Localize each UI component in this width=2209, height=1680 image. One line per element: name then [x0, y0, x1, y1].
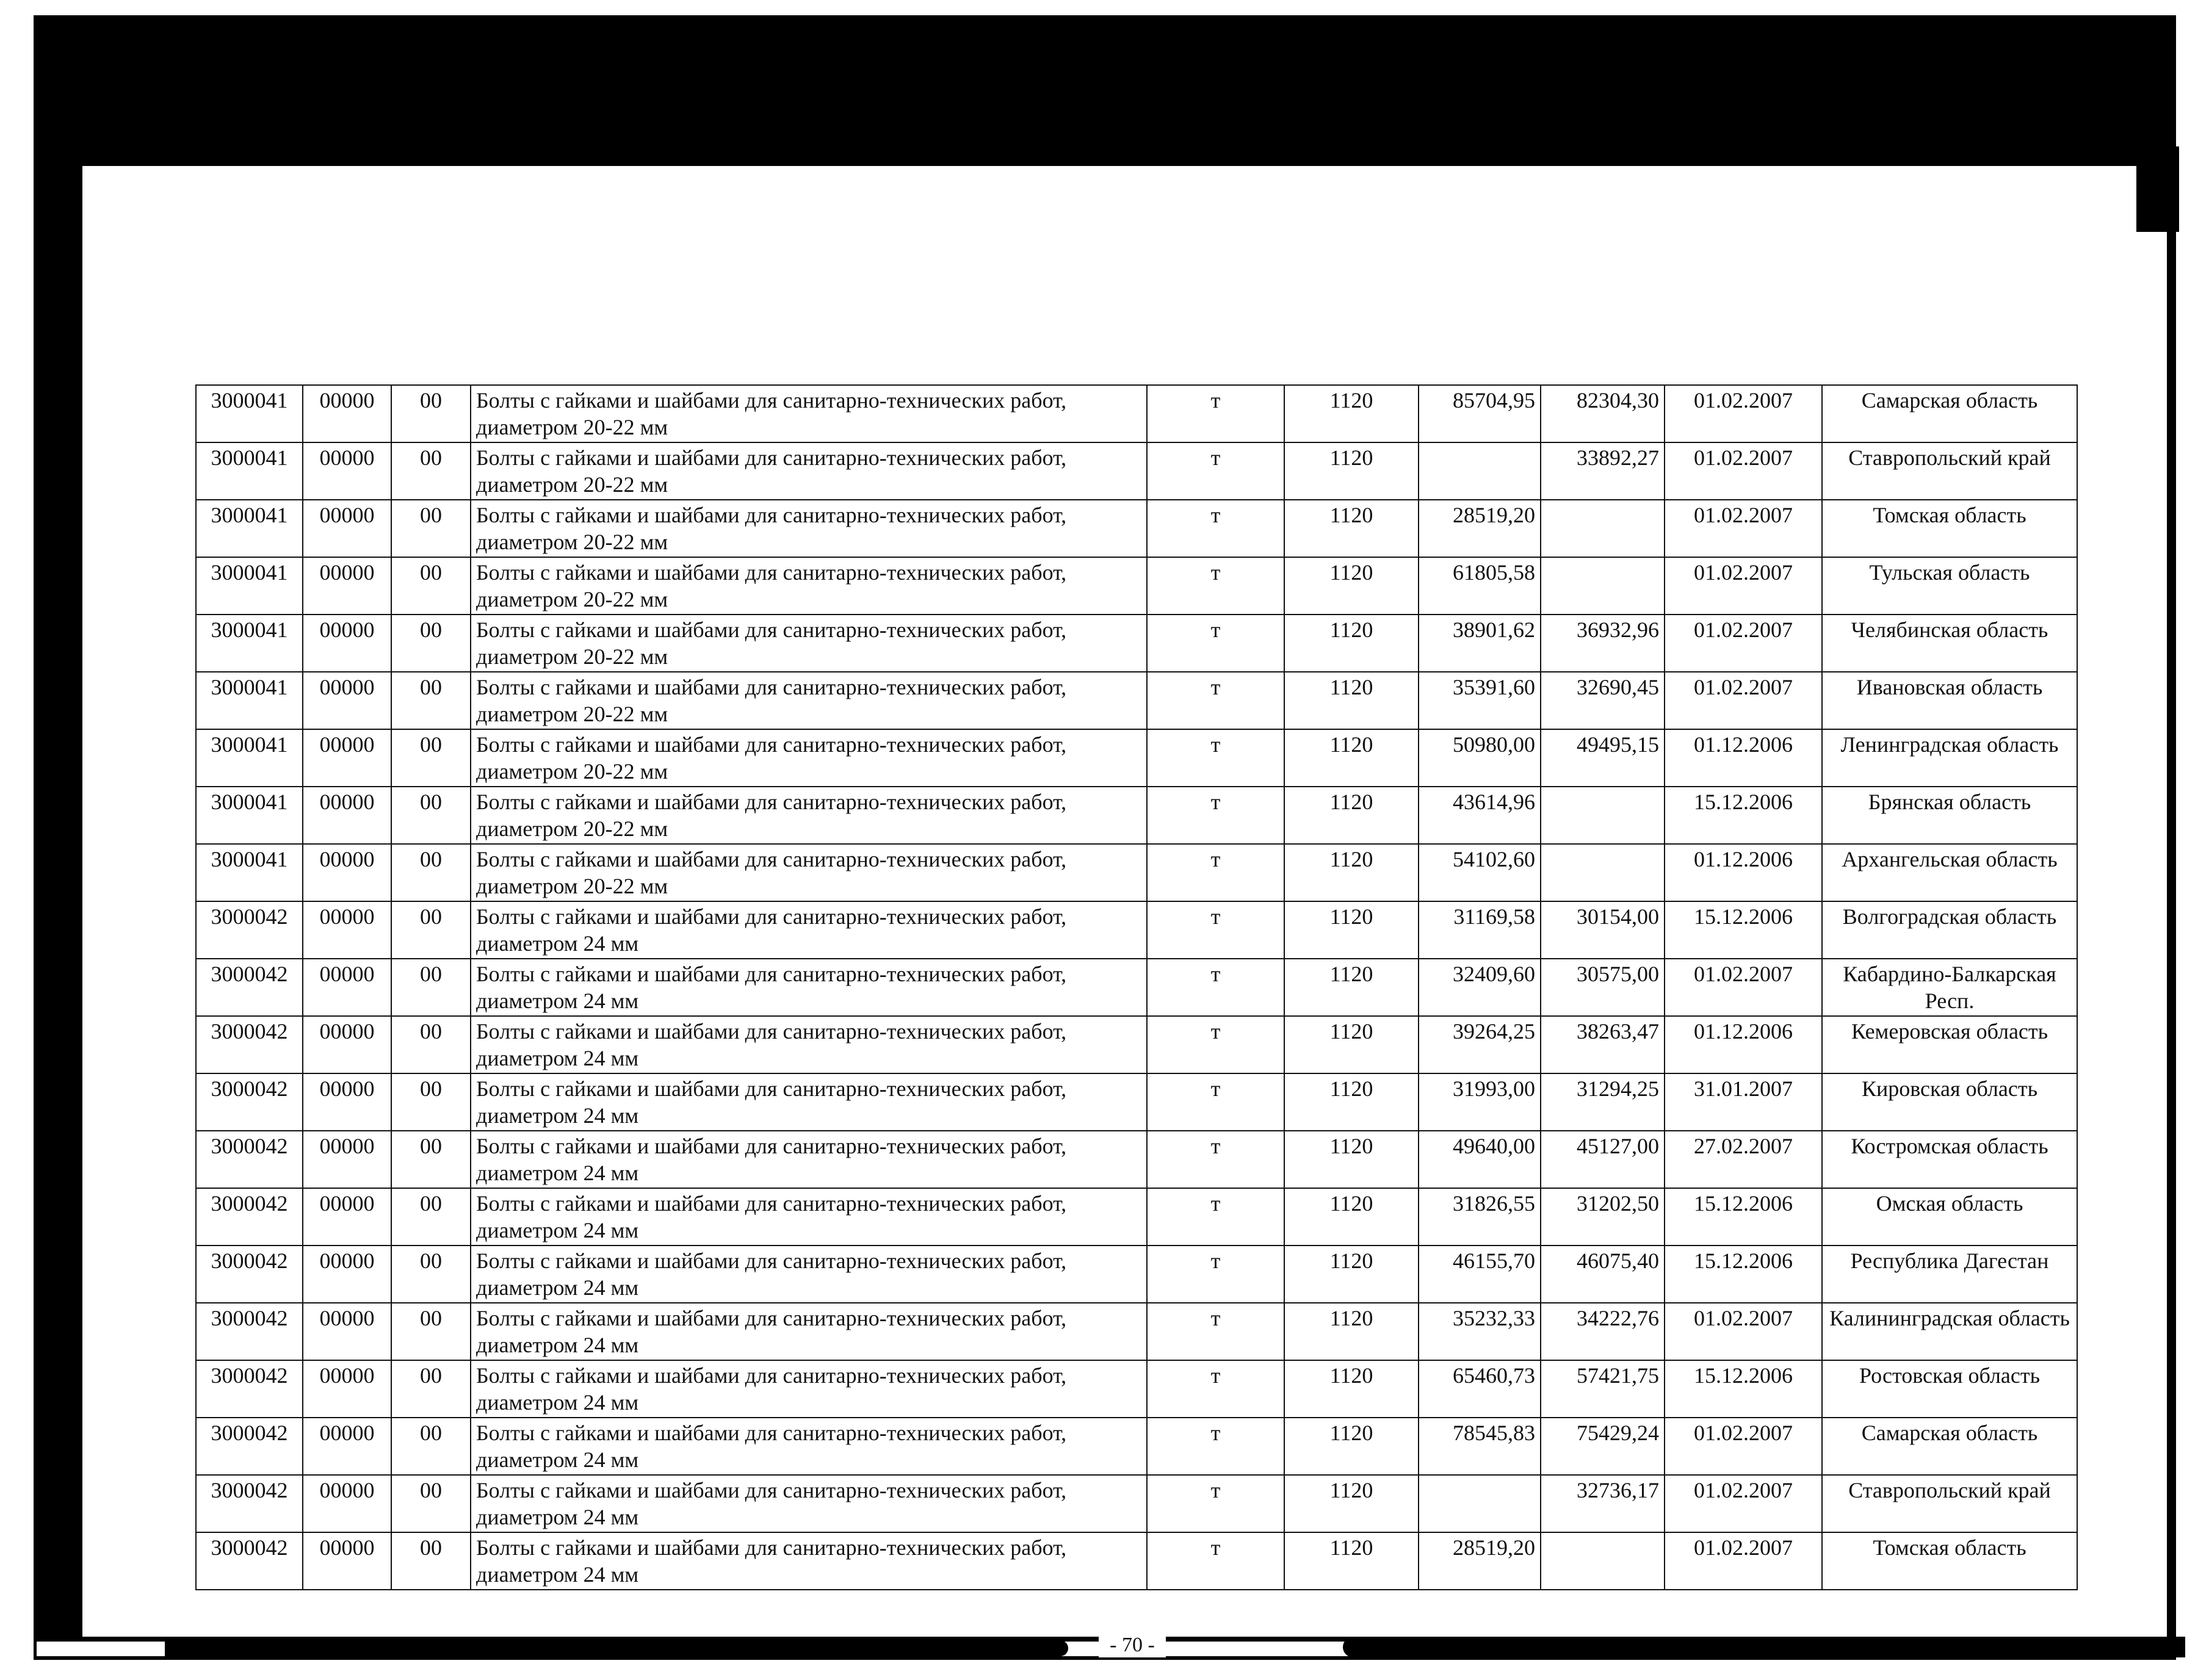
- product-name-cell: Болты с гайками и шайбами для санитарно-технических работ, диаметром 20-22 мм: [471, 385, 1147, 442]
- product-name-cell: Болты с гайками и шайбами для санитарно-технических работ, диаметром 20-22 мм: [471, 500, 1147, 557]
- price-2-cell: 82304,30: [1541, 385, 1665, 442]
- product-code-cell: 3000042: [196, 1016, 303, 1073]
- region-cell: Ленинградская область: [1822, 729, 2077, 787]
- unit-cell: т: [1147, 787, 1284, 844]
- date-cell: 01.02.2007: [1665, 1303, 1822, 1360]
- unit-cell: т: [1147, 1303, 1284, 1360]
- product-code-cell: 3000042: [196, 1532, 303, 1590]
- date-cell: 15.12.2006: [1665, 1360, 1822, 1418]
- product-code-cell: 3000041: [196, 672, 303, 729]
- product-name-cell: Болты с гайками и шайбами для санитарно-технических работ, диаметром 24 мм: [471, 1073, 1147, 1131]
- subcode-cell: 00000: [303, 1418, 391, 1475]
- price-2-cell: 34222,76: [1541, 1303, 1665, 1360]
- subcode-cell: 00000: [303, 1131, 391, 1188]
- extension-cell: 00: [391, 1073, 471, 1131]
- unit-code-cell: 1120: [1284, 385, 1419, 442]
- region-cell: Волгоградская область: [1822, 901, 2077, 959]
- table-row: [196, 1016, 2077, 1073]
- region-cell: Брянская область: [1822, 787, 2077, 844]
- table-row: [196, 901, 2077, 959]
- product-code-cell: 3000041: [196, 385, 303, 442]
- price-1-cell: 61805,58: [1419, 557, 1541, 615]
- table-row: [196, 385, 2077, 442]
- extension-cell: 00: [391, 1131, 471, 1188]
- table-row: [196, 1360, 2077, 1418]
- price-2-cell: [1541, 500, 1665, 557]
- table-row: [196, 615, 2077, 672]
- unit-code-cell: 1120: [1284, 787, 1419, 844]
- subcode-cell: 00000: [303, 1475, 391, 1532]
- date-cell: 01.02.2007: [1665, 615, 1822, 672]
- unit-code-cell: 1120: [1284, 844, 1419, 901]
- product-name-cell: Болты с гайками и шайбами для санитарно-технических работ, диаметром 24 мм: [471, 1016, 1147, 1073]
- date-cell: 01.02.2007: [1665, 500, 1822, 557]
- region-cell: Тульская область: [1822, 557, 2077, 615]
- subcode-cell: 00000: [303, 1073, 391, 1131]
- extension-cell: 00: [391, 1303, 471, 1360]
- date-cell: 31.01.2007: [1665, 1073, 1822, 1131]
- price-2-cell: 36932,96: [1541, 615, 1665, 672]
- date-cell: 01.02.2007: [1665, 385, 1822, 442]
- region-cell: Республика Дагестан: [1822, 1246, 2077, 1303]
- region-cell: Самарская область: [1822, 1418, 2077, 1475]
- price-1-cell: 28519,20: [1419, 1532, 1541, 1590]
- subcode-cell: 00000: [303, 729, 391, 787]
- date-cell: 15.12.2006: [1665, 1246, 1822, 1303]
- scan-smudge-right: [1343, 1637, 2185, 1657]
- price-1-cell: 38901,62: [1419, 615, 1541, 672]
- product-code-cell: 3000042: [196, 1188, 303, 1246]
- table-row: [196, 1246, 2077, 1303]
- date-cell: 01.02.2007: [1665, 557, 1822, 615]
- page-curl: [2136, 146, 2179, 232]
- date-cell: 01.12.2006: [1665, 844, 1822, 901]
- subcode-cell: 00000: [303, 500, 391, 557]
- price-2-cell: 32736,17: [1541, 1475, 1665, 1532]
- unit-code-cell: 1120: [1284, 1016, 1419, 1073]
- unit-cell: т: [1147, 672, 1284, 729]
- product-name-cell: Болты с гайками и шайбами для санитарно-технических работ, диаметром 24 мм: [471, 1418, 1147, 1475]
- region-cell: Ростовская область: [1822, 1360, 2077, 1418]
- product-code-cell: 3000042: [196, 901, 303, 959]
- product-code-cell: 3000041: [196, 500, 303, 557]
- product-name-cell: Болты с гайками и шайбами для санитарно-технических работ, диаметром 24 мм: [471, 1131, 1147, 1188]
- price-1-cell: 50980,00: [1419, 729, 1541, 787]
- extension-cell: 00: [391, 1532, 471, 1590]
- unit-code-cell: 1120: [1284, 500, 1419, 557]
- unit-code-cell: 1120: [1284, 901, 1419, 959]
- price-2-cell: 38263,47: [1541, 1016, 1665, 1073]
- unit-code-cell: 1120: [1284, 557, 1419, 615]
- price-table: [195, 384, 2078, 1590]
- price-1-cell: 65460,73: [1419, 1360, 1541, 1418]
- price-2-cell: 30154,00: [1541, 901, 1665, 959]
- subcode-cell: 00000: [303, 1016, 391, 1073]
- product-code-cell: 3000041: [196, 787, 303, 844]
- price-2-cell: 45127,00: [1541, 1131, 1665, 1188]
- table-row: [196, 1532, 2077, 1590]
- product-code-cell: 3000042: [196, 1360, 303, 1418]
- region-cell: Ивановская область: [1822, 672, 2077, 729]
- region-cell: Кемеровская область: [1822, 1016, 2077, 1073]
- extension-cell: 00: [391, 442, 471, 500]
- table-row: [196, 1418, 2077, 1475]
- price-2-cell: [1541, 557, 1665, 615]
- price-1-cell: 85704,95: [1419, 385, 1541, 442]
- unit-cell: т: [1147, 844, 1284, 901]
- date-cell: 01.12.2006: [1665, 729, 1822, 787]
- table-body: [196, 385, 2077, 1590]
- date-cell: 15.12.2006: [1665, 901, 1822, 959]
- region-cell: Калининградская область: [1822, 1303, 2077, 1360]
- product-code-cell: 3000041: [196, 442, 303, 500]
- extension-cell: 00: [391, 1016, 471, 1073]
- unit-cell: т: [1147, 442, 1284, 500]
- product-name-cell: Болты с гайками и шайбами для санитарно-технических работ, диаметром 24 мм: [471, 1532, 1147, 1590]
- extension-cell: 00: [391, 1360, 471, 1418]
- extension-cell: 00: [391, 1246, 471, 1303]
- product-name-cell: Болты с гайками и шайбами для санитарно-технических работ, диаметром 20-22 мм: [471, 672, 1147, 729]
- price-1-cell: 54102,60: [1419, 844, 1541, 901]
- unit-cell: т: [1147, 729, 1284, 787]
- product-name-cell: Болты с гайками и шайбами для санитарно-технических работ, диаметром 20-22 мм: [471, 442, 1147, 500]
- product-name-cell: Болты с гайками и шайбами для санитарно-технических работ, диаметром 24 мм: [471, 959, 1147, 1016]
- price-1-cell: 35391,60: [1419, 672, 1541, 729]
- scan-smudge-left: [165, 1640, 1068, 1656]
- price-2-cell: 32690,45: [1541, 672, 1665, 729]
- unit-cell: т: [1147, 1073, 1284, 1131]
- unit-cell: т: [1147, 1418, 1284, 1475]
- price-1-cell: [1419, 1475, 1541, 1532]
- region-cell: Ставропольский край: [1822, 1475, 2077, 1532]
- extension-cell: 00: [391, 1475, 471, 1532]
- price-2-cell: 46075,40: [1541, 1246, 1665, 1303]
- date-cell: 01.02.2007: [1665, 959, 1822, 1016]
- product-code-cell: 3000042: [196, 1073, 303, 1131]
- product-name-cell: Болты с гайками и шайбами для санитарно-технических работ, диаметром 24 мм: [471, 1475, 1147, 1532]
- subcode-cell: 00000: [303, 442, 391, 500]
- table-row: [196, 1073, 2077, 1131]
- date-cell: 01.02.2007: [1665, 1532, 1822, 1590]
- unit-cell: т: [1147, 615, 1284, 672]
- product-code-cell: 3000041: [196, 557, 303, 615]
- price-2-cell: 31294,25: [1541, 1073, 1665, 1131]
- region-cell: Самарская область: [1822, 385, 2077, 442]
- subcode-cell: 00000: [303, 1360, 391, 1418]
- table-row: [196, 557, 2077, 615]
- table-row: [196, 729, 2077, 787]
- region-cell: Челябинская область: [1822, 615, 2077, 672]
- product-code-cell: 3000042: [196, 1303, 303, 1360]
- region-cell: Томская область: [1822, 500, 2077, 557]
- product-code-cell: 3000041: [196, 844, 303, 901]
- subcode-cell: 00000: [303, 959, 391, 1016]
- subcode-cell: 00000: [303, 557, 391, 615]
- unit-cell: т: [1147, 500, 1284, 557]
- date-cell: 01.02.2007: [1665, 1418, 1822, 1475]
- table-row: [196, 442, 2077, 500]
- price-1-cell: 46155,70: [1419, 1246, 1541, 1303]
- extension-cell: 00: [391, 500, 471, 557]
- subcode-cell: 00000: [303, 787, 391, 844]
- subcode-cell: 00000: [303, 1246, 391, 1303]
- unit-cell: т: [1147, 1246, 1284, 1303]
- product-name-cell: Болты с гайками и шайбами для санитарно-технических работ, диаметром 20-22 мм: [471, 615, 1147, 672]
- extension-cell: 00: [391, 901, 471, 959]
- table-row: [196, 1475, 2077, 1532]
- unit-code-cell: 1120: [1284, 729, 1419, 787]
- region-cell: Томская область: [1822, 1532, 2077, 1590]
- table-row: [196, 672, 2077, 729]
- unit-cell: т: [1147, 1475, 1284, 1532]
- price-1-cell: 31993,00: [1419, 1073, 1541, 1131]
- extension-cell: 00: [391, 787, 471, 844]
- unit-cell: т: [1147, 1532, 1284, 1590]
- date-cell: 15.12.2006: [1665, 1188, 1822, 1246]
- date-cell: 01.12.2006: [1665, 1016, 1822, 1073]
- price-1-cell: 43614,96: [1419, 787, 1541, 844]
- unit-cell: т: [1147, 1016, 1284, 1073]
- subcode-cell: 00000: [303, 1303, 391, 1360]
- price-1-cell: [1419, 442, 1541, 500]
- extension-cell: 00: [391, 615, 471, 672]
- table-row: [196, 1131, 2077, 1188]
- table-row: [196, 500, 2077, 557]
- price-1-cell: 49640,00: [1419, 1131, 1541, 1188]
- unit-code-cell: 1120: [1284, 1360, 1419, 1418]
- extension-cell: 00: [391, 557, 471, 615]
- date-cell: 01.02.2007: [1665, 442, 1822, 500]
- date-cell: 15.12.2006: [1665, 787, 1822, 844]
- product-name-cell: Болты с гайками и шайбами для санитарно-технических работ, диаметром 20-22 мм: [471, 557, 1147, 615]
- price-2-cell: 33892,27: [1541, 442, 1665, 500]
- price-1-cell: 78545,83: [1419, 1418, 1541, 1475]
- region-cell: Архангельская область: [1822, 844, 2077, 901]
- table-row: [196, 787, 2077, 844]
- product-code-cell: 3000042: [196, 1246, 303, 1303]
- extension-cell: 00: [391, 672, 471, 729]
- product-name-cell: Болты с гайками и шайбами для санитарно-технических работ, диаметром 20-22 мм: [471, 844, 1147, 901]
- product-name-cell: Болты с гайками и шайбами для санитарно-технических работ, диаметром 24 мм: [471, 1246, 1147, 1303]
- subcode-cell: 00000: [303, 1532, 391, 1590]
- product-code-cell: 3000041: [196, 729, 303, 787]
- table-row: [196, 1303, 2077, 1360]
- unit-code-cell: 1120: [1284, 1073, 1419, 1131]
- product-name-cell: Болты с гайками и шайбами для санитарно-технических работ, диаметром 20-22 мм: [471, 729, 1147, 787]
- product-name-cell: Болты с гайками и шайбами для санитарно-технических работ, диаметром 24 мм: [471, 1360, 1147, 1418]
- price-2-cell: 75429,24: [1541, 1418, 1665, 1475]
- price-1-cell: 31826,55: [1419, 1188, 1541, 1246]
- product-name-cell: Болты с гайками и шайбами для санитарно-технических работ, диаметром 20-22 мм: [471, 787, 1147, 844]
- table-row: [196, 959, 2077, 1016]
- table-row: [196, 844, 2077, 901]
- date-cell: 01.02.2007: [1665, 1475, 1822, 1532]
- unit-code-cell: 1120: [1284, 1131, 1419, 1188]
- price-1-cell: 28519,20: [1419, 500, 1541, 557]
- extension-cell: 00: [391, 385, 471, 442]
- unit-code-cell: 1120: [1284, 1246, 1419, 1303]
- subcode-cell: 00000: [303, 615, 391, 672]
- region-cell: Костромская область: [1822, 1131, 2077, 1188]
- date-cell: 27.02.2007: [1665, 1131, 1822, 1188]
- unit-cell: т: [1147, 557, 1284, 615]
- product-code-cell: 3000042: [196, 959, 303, 1016]
- price-2-cell: 30575,00: [1541, 959, 1665, 1016]
- product-name-cell: Болты с гайками и шайбами для санитарно-технических работ, диаметром 24 мм: [471, 901, 1147, 959]
- product-code-cell: 3000041: [196, 615, 303, 672]
- product-code-cell: 3000042: [196, 1418, 303, 1475]
- price-1-cell: 32409,60: [1419, 959, 1541, 1016]
- unit-code-cell: 1120: [1284, 959, 1419, 1016]
- extension-cell: 00: [391, 1188, 471, 1246]
- unit-cell: т: [1147, 959, 1284, 1016]
- unit-cell: т: [1147, 901, 1284, 959]
- table-row: [196, 1188, 2077, 1246]
- unit-code-cell: 1120: [1284, 615, 1419, 672]
- price-2-cell: 49495,15: [1541, 729, 1665, 787]
- unit-code-cell: 1120: [1284, 1418, 1419, 1475]
- unit-cell: т: [1147, 1188, 1284, 1246]
- product-code-cell: 3000042: [196, 1131, 303, 1188]
- extension-cell: 00: [391, 844, 471, 901]
- unit-code-cell: 1120: [1284, 1188, 1419, 1246]
- unit-cell: т: [1147, 385, 1284, 442]
- unit-code-cell: 1120: [1284, 672, 1419, 729]
- subcode-cell: 00000: [303, 385, 391, 442]
- unit-code-cell: 1120: [1284, 1303, 1419, 1360]
- region-cell: Кабардино-Балкарская Респ.: [1822, 959, 2077, 1016]
- product-name-cell: Болты с гайками и шайбами для санитарно-технических работ, диаметром 24 мм: [471, 1303, 1147, 1360]
- region-cell: Ставропольский край: [1822, 442, 2077, 500]
- unit-cell: т: [1147, 1360, 1284, 1418]
- subcode-cell: 00000: [303, 1188, 391, 1246]
- price-2-cell: [1541, 844, 1665, 901]
- price-2-cell: [1541, 1532, 1665, 1590]
- price-2-cell: 31202,50: [1541, 1188, 1665, 1246]
- price-1-cell: 39264,25: [1419, 1016, 1541, 1073]
- page-number: - 70 -: [1099, 1633, 1166, 1657]
- unit-code-cell: 1120: [1284, 442, 1419, 500]
- region-cell: Кировская область: [1822, 1073, 2077, 1131]
- subcode-cell: 00000: [303, 672, 391, 729]
- unit-cell: т: [1147, 1131, 1284, 1188]
- extension-cell: 00: [391, 1418, 471, 1475]
- subcode-cell: 00000: [303, 844, 391, 901]
- date-cell: 01.02.2007: [1665, 672, 1822, 729]
- price-2-cell: 57421,75: [1541, 1360, 1665, 1418]
- extension-cell: 00: [391, 959, 471, 1016]
- subcode-cell: 00000: [303, 901, 391, 959]
- unit-code-cell: 1120: [1284, 1475, 1419, 1532]
- extension-cell: 00: [391, 729, 471, 787]
- price-1-cell: 31169,58: [1419, 901, 1541, 959]
- price-2-cell: [1541, 787, 1665, 844]
- product-code-cell: 3000042: [196, 1475, 303, 1532]
- price-1-cell: 35232,33: [1419, 1303, 1541, 1360]
- product-name-cell: Болты с гайками и шайбами для санитарно-технических работ, диаметром 24 мм: [471, 1188, 1147, 1246]
- region-cell: Омская область: [1822, 1188, 2077, 1246]
- unit-code-cell: 1120: [1284, 1532, 1419, 1590]
